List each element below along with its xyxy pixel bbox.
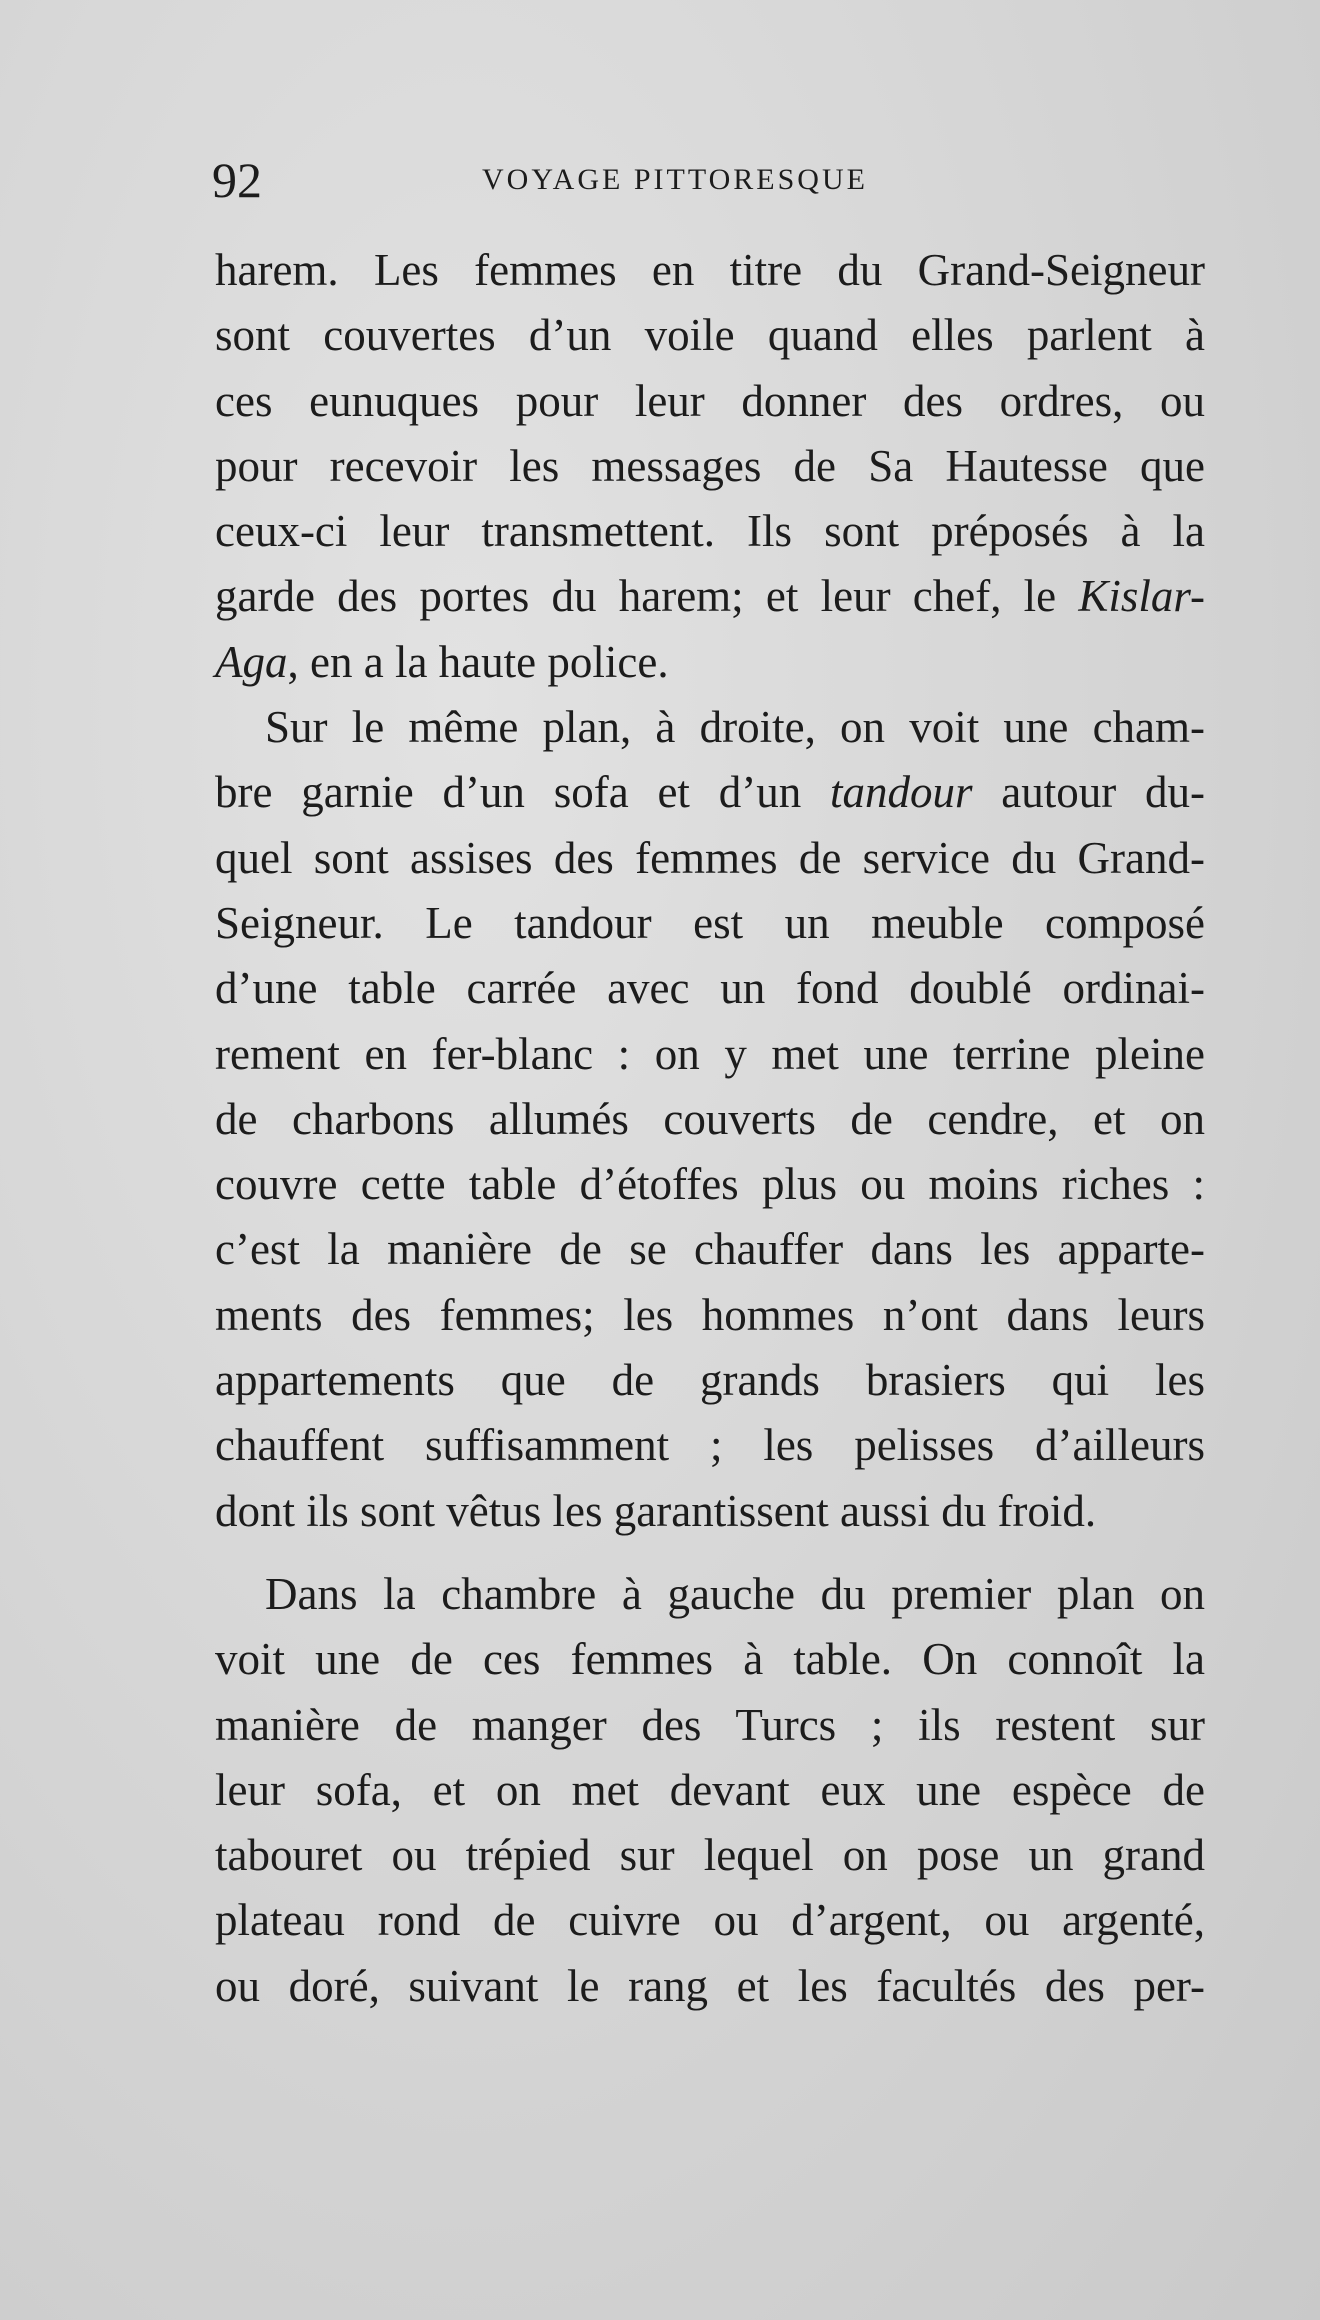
text-line: ments des femmes; les hommes n’ont dans leurs [215,1289,1205,1340]
text-line: bre garnie d’un sofa et d’un tandour autour du- [215,767,1206,818]
body-text [215,238,1205,2019]
text-line: ces eunuques pour leur donner des ordres, ou [215,375,1205,426]
text-line: appartements que de grands brasiers qui les [215,1355,1205,1406]
text-line: Dans la chambre à gauche du premier plan on [265,1568,1205,1619]
text-line: quel sont assises des femmes de service du Grand- [215,832,1205,883]
text-line: tabouret ou trépied sur lequel on pose un grand [215,1830,1205,1881]
paragraph-gap [215,1544,1205,1562]
text-line: pour recevoir les messages de Sa Hautesse que [215,440,1205,491]
text-line: ou doré, suivant le rang et les facultés des per- [215,1960,1205,2011]
text-line: chauffent suffisamment ; les pelisses d’ailleurs [215,1420,1205,1471]
text-line: Aga, en a la haute police. [215,636,669,687]
text-line: dont ils sont vêtus les garantissent aussi du froid. [215,1485,1097,1536]
text-line: voit une de ces femmes à table. On connoît la [215,1634,1205,1685]
text-line: garde des portes du harem; et leur chef, le Kislar- [215,571,1205,622]
text-line: harem. Les femmes en titre du Grand-Seigneur [215,245,1205,295]
text-line: ceux-ci leur transmettent. Ils sont préposés à la [215,506,1205,557]
text-line: Sur le même plan, à droite, on voit une cham- [265,702,1205,753]
page-number: 92 [212,152,262,208]
text-line: couvre cette table d’étoffes plus ou moins riches : [215,1159,1205,1210]
text-line: plateau rond de cuivre ou d’argent, ou argenté, [215,1895,1205,1946]
text-line: leur sofa, et on met devant eux une espèce de [215,1764,1205,1815]
text-line: de charbons allumés couverts de cendre, et on [215,1093,1205,1144]
text-line: rement en fer-blanc : on y met une terrine pleine [215,1028,1205,1079]
text-line: manière de manger des Turcs ; ils restent sur [215,1699,1205,1750]
text-line: Seigneur. Le tandour est un meuble composé [215,897,1205,948]
text-line: c’est la manière de se chauffer dans les apparte- [215,1224,1205,1275]
text-line: d’une table carrée avec un fond doublé ordinai- [215,963,1205,1014]
running-title: VOYAGE PITTORESQUE [482,163,868,196]
running-head [212,150,902,210]
text-line: sont couvertes d’un voile quand elles parlent à [215,310,1205,361]
